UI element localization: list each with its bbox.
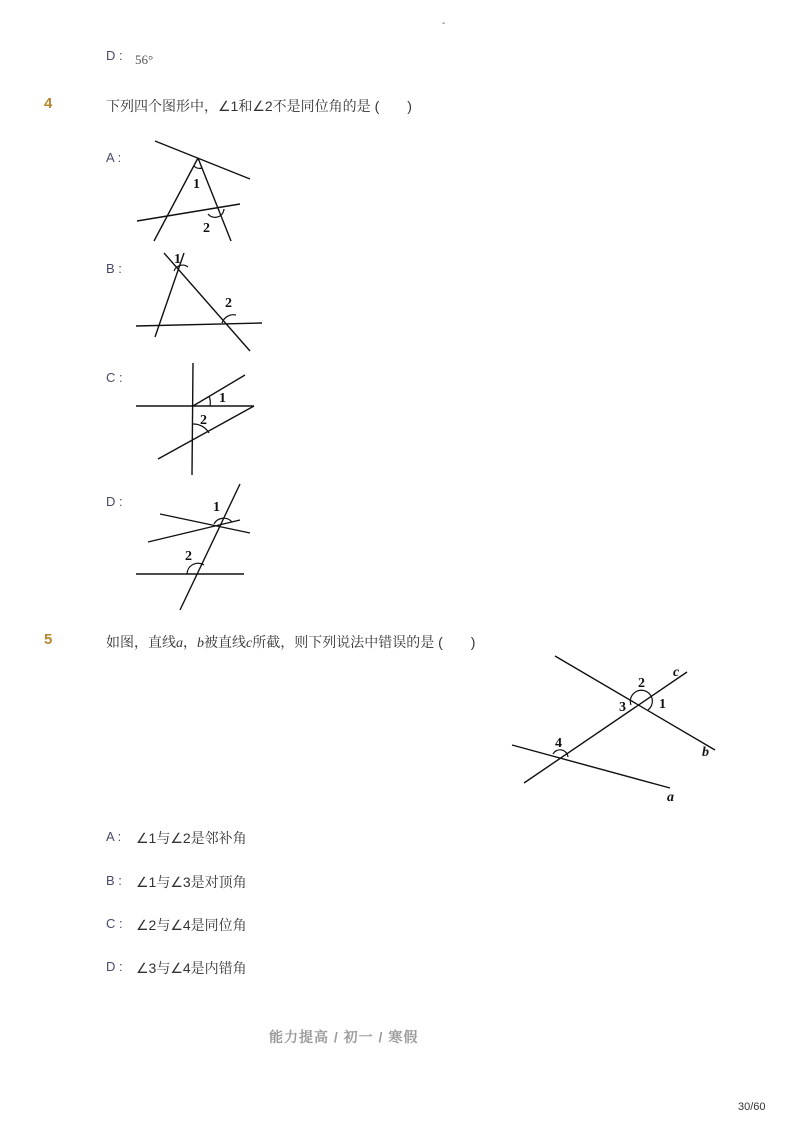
q4d-mark-1: 1 bbox=[213, 500, 220, 515]
question-number-5: 5 bbox=[44, 631, 53, 648]
q5-angle-3: 3 bbox=[619, 700, 626, 715]
q5-angle-2: 2 bbox=[638, 676, 645, 691]
q5-label-b: b bbox=[702, 745, 709, 760]
q5-angle-1: 1 bbox=[659, 697, 666, 712]
q5-option-b-label[interactable]: B : bbox=[106, 873, 122, 888]
q4b-mark-2: 2 bbox=[225, 296, 232, 311]
question-number-4: 4 bbox=[44, 95, 53, 112]
q4a-mark-1: 1 bbox=[193, 177, 200, 192]
q5-option-a-text[interactable]: ∠1与∠2是邻补角 bbox=[136, 830, 247, 846]
page-number: 30/60 bbox=[738, 1101, 766, 1113]
top-mark: - bbox=[442, 18, 446, 29]
question-4-text: 下列四个图形中，∠1和∠2不是同位角的是 ( ) bbox=[106, 98, 412, 114]
q4-option-b-label[interactable]: B : bbox=[106, 261, 122, 276]
q4d-mark-2: 2 bbox=[185, 549, 192, 564]
q4-option-d-label[interactable]: D : bbox=[106, 494, 123, 509]
q4-figure-d bbox=[130, 480, 260, 615]
q4-figure-a bbox=[130, 135, 260, 245]
q5-option-a-label[interactable]: A : bbox=[106, 829, 122, 844]
q5-label-c: c bbox=[673, 665, 680, 680]
q4-option-c-label[interactable]: C : bbox=[106, 370, 123, 385]
q4a-mark-2: 2 bbox=[203, 221, 210, 236]
q5-angle-4: 4 bbox=[555, 736, 562, 751]
question-5-text: 如图，直线a，b被直线c所截，则下列说法中错误的是 ( ) bbox=[106, 634, 476, 651]
q5-option-c-text[interactable]: ∠2与∠4是同位角 bbox=[136, 917, 247, 933]
q4-option-a-label[interactable]: A : bbox=[106, 150, 122, 165]
q5-option-d-label[interactable]: D : bbox=[106, 959, 123, 974]
q4b-mark-1: 1 bbox=[174, 252, 181, 267]
q5-option-b-text[interactable]: ∠1与∠3是对顶角 bbox=[136, 874, 247, 890]
q5-figure bbox=[505, 650, 735, 810]
q5-option-d-text[interactable]: ∠3与∠4是内错角 bbox=[136, 960, 247, 976]
q5-label-a: a bbox=[667, 790, 674, 805]
q4-figure-c bbox=[130, 360, 270, 480]
q4-figure-b bbox=[130, 245, 270, 355]
q4c-mark-1: 1 bbox=[219, 391, 226, 406]
q5-option-c-label[interactable]: C : bbox=[106, 916, 123, 931]
prev-option-label: D : bbox=[106, 48, 123, 63]
prev-option-value: 56° bbox=[135, 52, 154, 67]
footer-course-label: 能力提高 / 初一 / 寒假 bbox=[269, 1029, 419, 1045]
q4c-mark-2: 2 bbox=[200, 413, 207, 428]
